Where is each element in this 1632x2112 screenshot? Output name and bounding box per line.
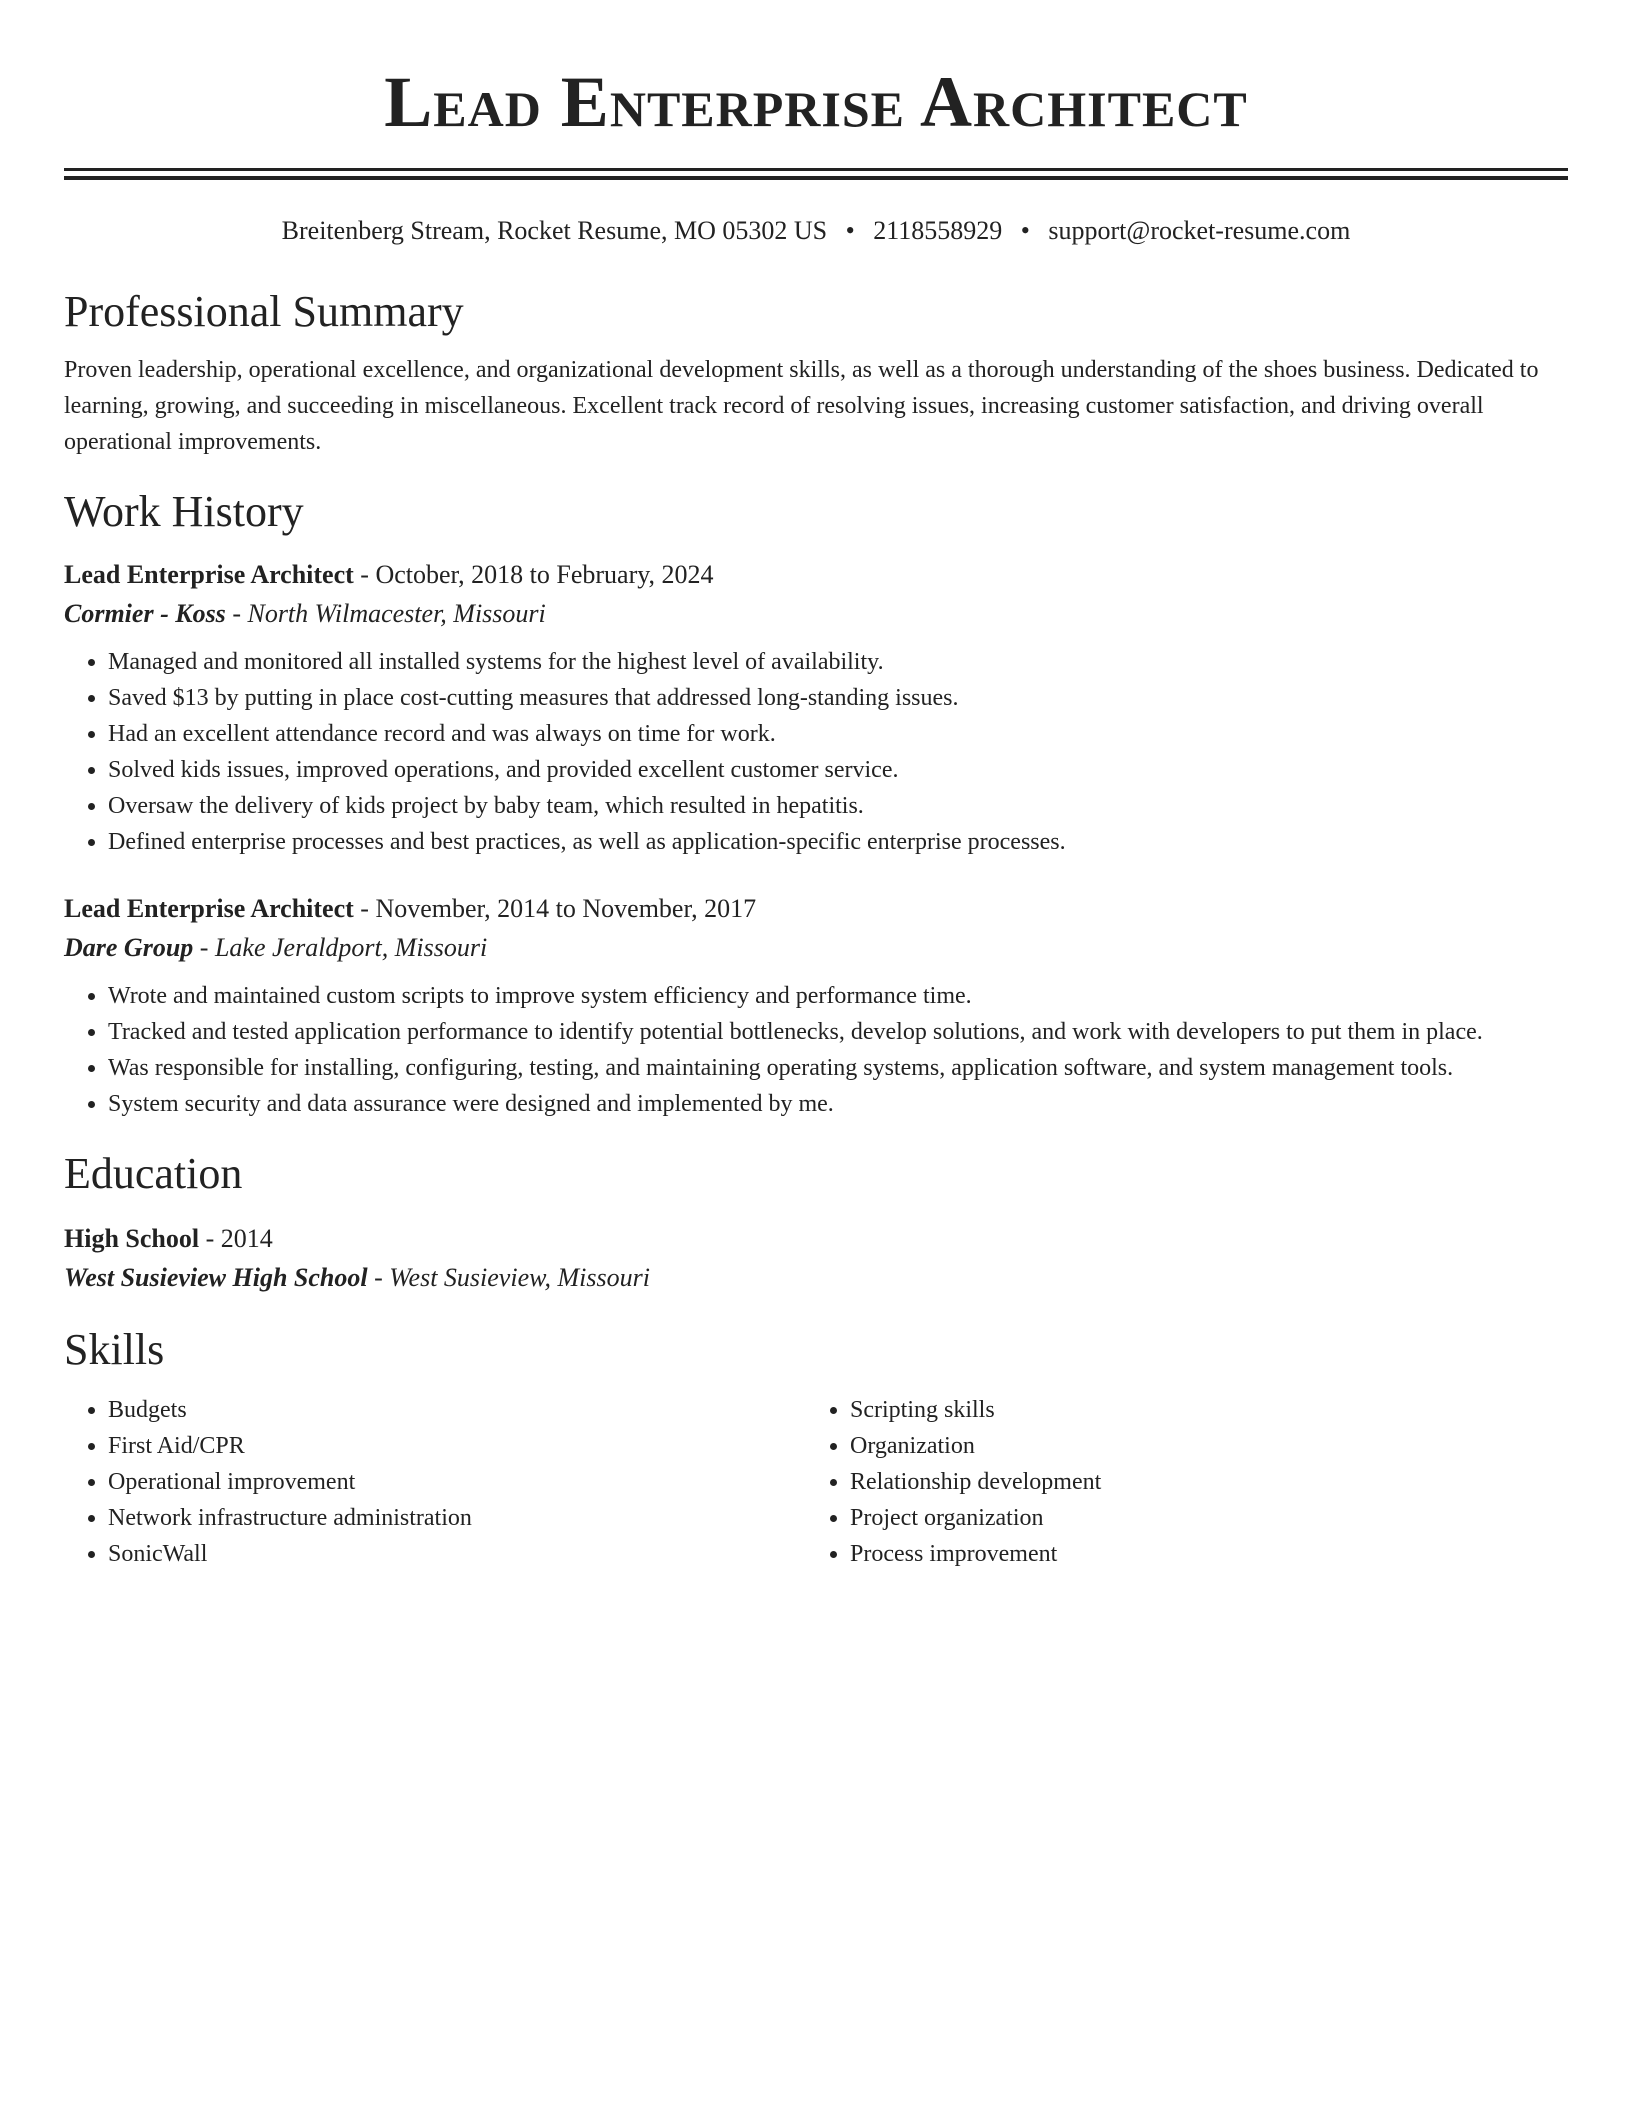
education-year: - 2014 (199, 1224, 273, 1253)
header-rule-top (64, 168, 1568, 171)
job-bullet: • Tracked and tested application performance to identify potential bottlenecks, develop solutions, and work with developers to put them in place. (108, 1014, 1568, 1050)
job-company-line (64, 594, 1568, 634)
job-dates: - October, 2018 to February, 2024 (353, 560, 714, 589)
skills-list-right (806, 1392, 1548, 1572)
job-dates: - November, 2014 to November, 2017 (353, 894, 757, 923)
education-location: - West Susieview, Missouri (367, 1263, 650, 1292)
job-bullet: • Oversaw the delivery of kids project by baby team, which resulted in hepatitis. (108, 788, 1568, 824)
skill-item: • SonicWall (108, 1536, 806, 1572)
job-title-line (64, 556, 1568, 594)
job-entry (64, 890, 1568, 1122)
work-history-heading: Work History (64, 487, 304, 536)
job-bullet: • Wrote and maintained custom scripts to improve system efficiency and performance time. (108, 978, 1568, 1014)
skill-item: • Budgets (108, 1392, 806, 1428)
job-bullet: • Defined enterprise processes and best practices, as well as application-specific enterprise processes. (108, 824, 1568, 860)
contact-separator: • (1020, 216, 1030, 245)
contact-email: support@rocket-resume.com (1048, 216, 1351, 245)
skill-item: • Operational improvement (108, 1464, 806, 1500)
job-role: Lead Enterprise Architect (64, 560, 354, 589)
education-school: West Susieview High School (64, 1263, 368, 1292)
skill-item: • First Aid/CPR (108, 1428, 806, 1464)
job-bullet: • Had an excellent attendance record and was always on time for work. (108, 716, 1568, 752)
contact-phone: 2118558929 (873, 216, 1003, 245)
contact-separator: • (845, 216, 855, 245)
job-role: Lead Enterprise Architect (64, 894, 354, 923)
resume-name: Lead Enterprise Architect (384, 62, 1248, 142)
skills-heading: Skills (64, 1325, 165, 1374)
summary-text: Proven leadership, operational excellence, and organizational development skills, as well as a thorough understanding of the shoes business. Dedicated to learning, growing, and succeeding in miscellaneous. Excellent track record of resolving issues, increasing customer satisfaction, and driving overall operational improvements. (64, 357, 1539, 455)
job-bullet: • Was responsible for installing, configuring, testing, and maintaining operating systems, application software, and system management tools. (108, 1050, 1568, 1086)
skill-item: • Network infrastructure administration (108, 1500, 806, 1536)
education-heading: Education (64, 1149, 243, 1198)
job-entry (64, 556, 1568, 860)
skill-item: • Scripting skills (850, 1392, 1548, 1428)
job-bullet: • Saved $13 by putting in place cost-cutting measures that addressed long-standing issues. (108, 680, 1568, 716)
skill-item: • Process improvement (850, 1536, 1548, 1572)
skills-columns (64, 1392, 1568, 1572)
job-company: Dare Group (64, 933, 194, 962)
job-bullet: • Solved kids issues, improved operations, and provided excellent customer service. (108, 752, 1568, 788)
skill-item: • Relationship development (850, 1464, 1548, 1500)
job-location: - North Wilmacester, Missouri (225, 599, 546, 628)
summary-heading: Professional Summary (64, 287, 464, 336)
job-company-line (64, 928, 1568, 968)
education-degree-line (64, 1220, 1568, 1258)
skill-item: • Project organization (850, 1500, 1548, 1536)
job-bullets (64, 978, 1568, 1122)
job-title-line (64, 890, 1568, 928)
contact-line (64, 214, 1568, 248)
job-bullet: • System security and data assurance were designed and implemented by me. (108, 1086, 1568, 1122)
education-school-line (64, 1258, 1568, 1298)
skills-list-left (64, 1392, 806, 1572)
education-degree: High School (64, 1224, 200, 1253)
contact-address: Breitenberg Stream, Rocket Resume, MO 05302 US (281, 216, 828, 245)
skill-item: • Organization (850, 1428, 1548, 1464)
job-company: Cormier - Koss (64, 599, 226, 628)
education-entry (64, 1220, 1568, 1298)
job-location: - Lake Jeraldport, Missouri (193, 933, 488, 962)
job-bullets (64, 644, 1568, 860)
job-bullet: • Managed and monitored all installed systems for the highest level of availability. (108, 644, 1568, 680)
header-rule-bottom (64, 176, 1568, 180)
